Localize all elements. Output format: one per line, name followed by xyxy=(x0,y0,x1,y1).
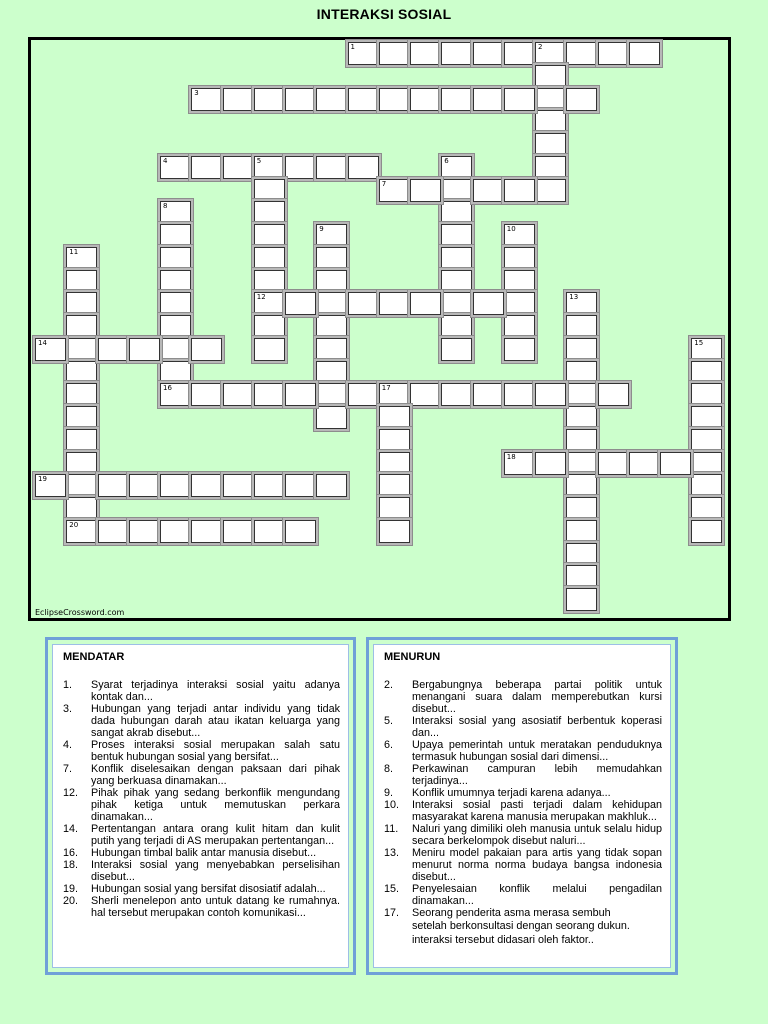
clue-item xyxy=(63,823,340,847)
crossword-cell[interactable] xyxy=(379,497,410,520)
clue-item xyxy=(63,763,340,787)
crossword-cell[interactable] xyxy=(379,406,410,429)
crossword-cell[interactable] xyxy=(66,361,97,384)
clue-number: 8. xyxy=(384,763,394,775)
crossword-cell[interactable] xyxy=(129,338,160,361)
clue-item xyxy=(384,715,662,739)
crossword-cell[interactable] xyxy=(160,315,191,338)
cell-number: 6 xyxy=(444,156,449,165)
clue-text: Perkawinan campuran lebih memudahkan terjadinya... xyxy=(412,763,662,787)
crossword-cell[interactable] xyxy=(410,42,441,65)
clue-text: Meniru model pakaian para artis yang tidak sopan menurut norma norma budaya bangsa indonesia disebut... xyxy=(412,847,662,883)
crossword-cell[interactable] xyxy=(566,588,597,611)
crossword-cell[interactable] xyxy=(66,406,97,429)
crossword-cell[interactable] xyxy=(285,88,316,111)
clue-text: Interaksi sosial pasti terjadi dalam kehidupan masyarakat karena manusia merupakan makhluk... xyxy=(412,799,662,823)
crossword-cell[interactable] xyxy=(129,520,160,543)
cell-number: 5 xyxy=(256,156,262,165)
crossword-cell[interactable] xyxy=(191,474,222,497)
crossword-cell[interactable] xyxy=(566,383,597,406)
cell-number: 11 xyxy=(69,247,79,256)
crossword-cell[interactable] xyxy=(504,42,535,65)
crossword-cell[interactable] xyxy=(160,292,191,315)
crossword-cell[interactable] xyxy=(285,156,316,179)
crossword-cell[interactable] xyxy=(691,497,722,520)
clue-text: Interaksi sosial yang menyebabkan perselisihan disebut... xyxy=(91,859,340,883)
cell-number: 17 xyxy=(381,384,391,393)
crossword-cell[interactable] xyxy=(254,179,285,202)
crossword-cell[interactable] xyxy=(66,383,97,406)
cell-number: 15 xyxy=(694,338,704,347)
crossword-cell[interactable] xyxy=(160,156,191,179)
crossword-cell[interactable] xyxy=(160,201,191,224)
crossword-cell[interactable] xyxy=(473,383,504,406)
crossword-cell[interactable] xyxy=(98,474,129,497)
clue-item xyxy=(63,739,340,763)
crossword-cell[interactable] xyxy=(191,520,222,543)
cell-number: 8 xyxy=(163,202,168,211)
menurun-clue-list xyxy=(384,679,662,919)
clue-item xyxy=(384,907,662,919)
crossword-cell[interactable] xyxy=(223,383,254,406)
crossword-cell[interactable] xyxy=(254,156,285,179)
crossword-cell[interactable] xyxy=(566,42,597,65)
crossword-cell[interactable] xyxy=(254,201,285,224)
crossword-cell[interactable] xyxy=(504,383,535,406)
mendatar-heading: MENDATAR xyxy=(63,651,125,663)
crossword-cell[interactable] xyxy=(379,383,410,406)
clue-item xyxy=(384,847,662,883)
crossword-cell[interactable] xyxy=(379,474,410,497)
clue-item xyxy=(384,787,662,799)
crossword-cell[interactable] xyxy=(441,42,472,65)
crossword-cell[interactable] xyxy=(223,88,254,111)
clue-number: 20. xyxy=(63,895,79,907)
crossword-cell[interactable] xyxy=(66,315,97,338)
crossword-cell[interactable] xyxy=(566,474,597,497)
clue-text: Penyelesaian konflik melalui pengadilan dinamakan... xyxy=(412,883,662,907)
crossword-cell[interactable] xyxy=(285,520,316,543)
clue-text: Syarat terjadinya interaksi sosial yaitu adanya kontak dan... xyxy=(91,679,340,703)
crossword-cell[interactable] xyxy=(691,474,722,497)
crossword-cell[interactable] xyxy=(691,338,722,361)
crossword-cell[interactable] xyxy=(191,338,222,361)
crossword-cell[interactable] xyxy=(566,429,597,452)
crossword-cell[interactable] xyxy=(441,338,472,361)
clue-number: 13. xyxy=(384,847,400,859)
cell-number: 3 xyxy=(194,88,199,97)
crossword-cell[interactable] xyxy=(441,224,472,247)
crossword-cell[interactable] xyxy=(691,429,722,452)
crossword-cell[interactable] xyxy=(191,383,222,406)
cell-number: 16 xyxy=(163,384,172,393)
crossword-cell[interactable] xyxy=(348,88,379,111)
clue-item xyxy=(384,799,662,823)
crossword-cell[interactable] xyxy=(316,474,347,497)
clue-text: Konflik diselesaikan dengan paksaan dari pihak yang berkuasa dinamakan... xyxy=(91,763,340,787)
crossword-cell[interactable] xyxy=(66,497,97,520)
crossword-cell[interactable] xyxy=(535,65,566,88)
crossword-cell[interactable] xyxy=(285,474,316,497)
clue-item xyxy=(384,883,662,907)
crossword-cell[interactable] xyxy=(223,156,254,179)
crossword-cell[interactable] xyxy=(691,361,722,384)
clue-item xyxy=(63,787,340,823)
crossword-cell[interactable] xyxy=(473,88,504,111)
cell-number: 19 xyxy=(38,475,47,484)
clue-number: 18. xyxy=(63,859,79,871)
crossword-cell[interactable] xyxy=(441,156,472,179)
clue-item xyxy=(384,739,662,763)
clue-number: 12. xyxy=(63,787,79,799)
crossword-cell[interactable] xyxy=(441,270,472,293)
clue-text: Konflik umumnya terjadi karena adanya... xyxy=(412,787,611,799)
crossword-cell[interactable] xyxy=(504,88,535,111)
crossword-cell[interactable] xyxy=(254,292,285,315)
cell-number: 13 xyxy=(569,293,579,302)
crossword-cell[interactable] xyxy=(566,315,597,338)
crossword-cell[interactable] xyxy=(98,338,129,361)
crossword-cell[interactable] xyxy=(441,292,472,315)
cell-number: 2 xyxy=(538,43,543,51)
crossword-cell[interactable] xyxy=(254,520,285,543)
clue-number: 1. xyxy=(63,679,73,691)
crossword-cell[interactable] xyxy=(566,292,597,315)
clue-text: Proses interaksi sosial merupakan salah satu bentuk hubungan sosial yang bersifat... xyxy=(91,739,340,763)
clue-item xyxy=(63,847,340,859)
clue-item xyxy=(384,823,662,847)
crossword-cell[interactable] xyxy=(598,452,629,475)
crossword-cell[interactable] xyxy=(504,452,535,475)
crossword-cell[interactable] xyxy=(566,565,597,588)
crossword-cell[interactable] xyxy=(566,452,597,475)
crossword-cell[interactable] xyxy=(254,474,285,497)
crossword-cell[interactable] xyxy=(691,383,722,406)
clue-item xyxy=(63,895,340,919)
crossword-cell[interactable] xyxy=(691,406,722,429)
crossword-cell[interactable] xyxy=(504,224,535,247)
crossword-cell[interactable] xyxy=(160,520,191,543)
crossword-cell[interactable] xyxy=(441,88,472,111)
crossword-cell[interactable] xyxy=(473,292,504,315)
crossword-cell[interactable] xyxy=(35,338,66,361)
crossword-cell[interactable] xyxy=(629,452,660,475)
menurun-panel xyxy=(366,637,678,975)
crossword-cell[interactable] xyxy=(473,179,504,202)
clue-item xyxy=(63,883,340,895)
crossword-cell[interactable] xyxy=(441,201,472,224)
clue-text: Upaya pemerintah untuk meratakan penduduknya termasuk hubungan sosial dari dimensi... xyxy=(412,739,662,763)
crossword-cell[interactable] xyxy=(191,88,222,111)
crossword-cell[interactable] xyxy=(441,179,472,202)
clue-number: 19. xyxy=(63,883,79,895)
cell-number: 12 xyxy=(256,293,266,302)
clue-text: Pertentangan antara orang kulit hitam dan kulit putih yang terjadi di AS merupakan pertentangan... xyxy=(91,823,340,847)
crossword-cell[interactable] xyxy=(566,520,597,543)
crossword-cell[interactable] xyxy=(160,338,191,361)
crossword-cell[interactable] xyxy=(316,315,347,338)
clue-number: 6. xyxy=(384,739,394,751)
crossword-cell[interactable] xyxy=(191,156,222,179)
crossword-cell[interactable] xyxy=(379,520,410,543)
crossword-cell[interactable] xyxy=(160,474,191,497)
crossword-cell[interactable] xyxy=(566,338,597,361)
crossword-cell[interactable] xyxy=(504,247,535,270)
mendatar-clue-list xyxy=(63,679,340,919)
crossword-cell[interactable] xyxy=(223,474,254,497)
menurun-heading: MENURUN xyxy=(384,651,441,663)
crossword-cell[interactable] xyxy=(160,224,191,247)
crossword-cell[interactable] xyxy=(316,247,347,270)
crossword-cell[interactable] xyxy=(316,406,347,429)
crossword-cell[interactable] xyxy=(598,383,629,406)
crossword-cell[interactable] xyxy=(504,270,535,293)
crossword-cell[interactable] xyxy=(66,292,97,315)
crossword-cell[interactable] xyxy=(129,474,160,497)
clue-item xyxy=(384,763,662,787)
crossword-cell[interactable] xyxy=(316,156,347,179)
page-title: INTERAKSI SOSIAL xyxy=(316,6,452,22)
crossword-cell[interactable] xyxy=(379,88,410,111)
crossword-cell[interactable] xyxy=(535,42,566,65)
crossword-cell[interactable] xyxy=(348,42,379,65)
crossword-cell[interactable] xyxy=(441,315,472,338)
clue-number: 9. xyxy=(384,787,394,799)
crossword-cell[interactable] xyxy=(504,315,535,338)
crossword-cell[interactable] xyxy=(379,42,410,65)
clue-text: Sherli menelepon anto untuk datang ke rumahnya. hal tersebut merupakan contoh komunikasi... xyxy=(91,895,340,919)
crossword-cell[interactable] xyxy=(285,292,316,315)
clue-text: Pihak pihak yang sedang berkonflik mengundang pihak ketiga untuk memutuskan perkara dinamakan... xyxy=(91,787,340,823)
crossword-cell[interactable] xyxy=(566,497,597,520)
clue-note-line: interaksi tersebut didasari oleh faktor.. xyxy=(412,934,594,946)
clue-number: 10. xyxy=(384,799,400,811)
clue-item xyxy=(63,679,340,703)
clue-item xyxy=(63,859,340,883)
crossword-cell[interactable] xyxy=(316,224,347,247)
crossword-cell[interactable] xyxy=(504,292,535,315)
cell-number: 20 xyxy=(69,520,79,529)
crossword-cell[interactable] xyxy=(566,361,597,384)
crossword-cell[interactable] xyxy=(660,452,691,475)
cell-number: 10 xyxy=(506,225,516,233)
crossword-cell[interactable] xyxy=(410,88,441,111)
cell-number: 18 xyxy=(506,452,516,461)
crossword-cell[interactable] xyxy=(535,452,566,475)
crossword-cell[interactable] xyxy=(410,292,441,315)
clue-text: Seorang penderita asma merasa sembuh xyxy=(412,907,611,919)
crossword-cell[interactable] xyxy=(254,270,285,293)
clue-number: 14. xyxy=(63,823,79,835)
cell-number: 4 xyxy=(163,156,168,165)
crossword-cell[interactable] xyxy=(316,270,347,293)
clue-number: 15. xyxy=(384,883,400,895)
crossword-cell[interactable] xyxy=(98,520,129,543)
crossword-cell[interactable] xyxy=(566,543,597,566)
clue-text: Hubungan yang terjadi antar individu yang tidak dada hubungan darah atau ikatan keluarga yang sangat akrab disebut... xyxy=(91,703,340,739)
clue-text: Bergabungnya beberapa partai politik untuk menangani suara dalam memperebutkan kursi disebut... xyxy=(412,679,662,715)
clue-text: Hubungan sosial yang bersifat disosiatif adalah... xyxy=(91,883,326,895)
crossword-cell[interactable] xyxy=(566,88,597,111)
crossword-cell[interactable] xyxy=(566,406,597,429)
credit-text: EclipseCrossword.com xyxy=(35,608,125,617)
clue-number: 16. xyxy=(63,847,79,859)
clue-item xyxy=(384,679,662,715)
crossword-cell[interactable] xyxy=(66,520,97,543)
crossword-cell[interactable] xyxy=(316,338,347,361)
clue-number: 5. xyxy=(384,715,394,727)
crossword-cell[interactable] xyxy=(348,292,379,315)
clue-number: 17. xyxy=(384,907,400,919)
clue-number: 2. xyxy=(384,679,394,691)
crossword-cell[interactable] xyxy=(66,270,97,293)
crossword-cell[interactable] xyxy=(535,133,566,156)
clue-item xyxy=(63,703,340,739)
crossword-cell[interactable] xyxy=(254,383,285,406)
crossword-cell[interactable] xyxy=(379,179,410,202)
crossword-cell[interactable] xyxy=(348,383,379,406)
clue-number: 11. xyxy=(384,823,399,835)
crossword-cell[interactable] xyxy=(348,156,379,179)
cell-number: 7 xyxy=(381,179,387,188)
crossword-cell[interactable] xyxy=(379,429,410,452)
clue-text: Naluri yang dimiliki oleh manusia untuk selalu hidup secara berkelompok disebut naluri... xyxy=(412,823,662,847)
clue-number: 3. xyxy=(63,703,73,715)
crossword-cell[interactable] xyxy=(66,474,97,497)
crossword-cell[interactable] xyxy=(223,520,254,543)
crossword-cell[interactable] xyxy=(691,452,722,475)
crossword-cell[interactable] xyxy=(316,361,347,384)
cell-number: 9 xyxy=(319,225,324,233)
crossword-cell[interactable] xyxy=(535,156,566,179)
crossword-cell[interactable] xyxy=(535,179,566,202)
cell-number: 14 xyxy=(38,338,47,347)
crossword-cell[interactable] xyxy=(66,452,97,475)
crossword-cell[interactable] xyxy=(410,179,441,202)
clue-text: Interaksi sosial yang asosiatif berbentuk koperasi dan... xyxy=(412,715,662,739)
cell-number: 1 xyxy=(350,43,355,51)
crossword-cell[interactable] xyxy=(441,247,472,270)
crossword-cell[interactable] xyxy=(316,88,347,111)
mendatar-panel xyxy=(45,637,356,975)
clue-text: Hubungan timbal balik antar manusia disebut... xyxy=(91,847,317,859)
crossword-cell[interactable] xyxy=(160,247,191,270)
clue-note-line: setelah berkonsultasi dengan seorang dukun. xyxy=(412,920,630,932)
crossword-cell[interactable] xyxy=(441,383,472,406)
crossword-cell[interactable] xyxy=(535,110,566,133)
crossword-cell[interactable] xyxy=(598,42,629,65)
crossword-cell[interactable] xyxy=(316,292,347,315)
crossword-cell[interactable] xyxy=(160,361,191,384)
crossword-cell[interactable] xyxy=(504,338,535,361)
crossword-cell[interactable] xyxy=(160,383,191,406)
crossword-cell[interactable] xyxy=(535,88,566,111)
crossword-cell[interactable] xyxy=(254,315,285,338)
crossword-cell[interactable] xyxy=(285,383,316,406)
clue-number: 7. xyxy=(63,763,73,775)
crossword-cell[interactable] xyxy=(379,292,410,315)
crossword-cell[interactable] xyxy=(691,520,722,543)
crossword-cell[interactable] xyxy=(254,338,285,361)
crossword-cell[interactable] xyxy=(35,474,66,497)
crossword-cell[interactable] xyxy=(254,247,285,270)
crossword-cell[interactable] xyxy=(504,179,535,202)
crossword-cell[interactable] xyxy=(66,429,97,452)
crossword-cell[interactable] xyxy=(66,247,97,270)
crossword-cell[interactable] xyxy=(160,270,191,293)
crossword-cell[interactable] xyxy=(254,224,285,247)
clue-number: 4. xyxy=(63,739,73,751)
crossword-grid xyxy=(28,37,731,621)
crossword-cell[interactable] xyxy=(379,452,410,475)
crossword-cell[interactable] xyxy=(473,42,504,65)
crossword-cell[interactable] xyxy=(66,338,97,361)
crossword-cell[interactable] xyxy=(535,383,566,406)
crossword-cell[interactable] xyxy=(410,383,441,406)
crossword-cell[interactable] xyxy=(254,88,285,111)
crossword-cell[interactable] xyxy=(629,42,660,65)
crossword-cell[interactable] xyxy=(316,383,347,406)
